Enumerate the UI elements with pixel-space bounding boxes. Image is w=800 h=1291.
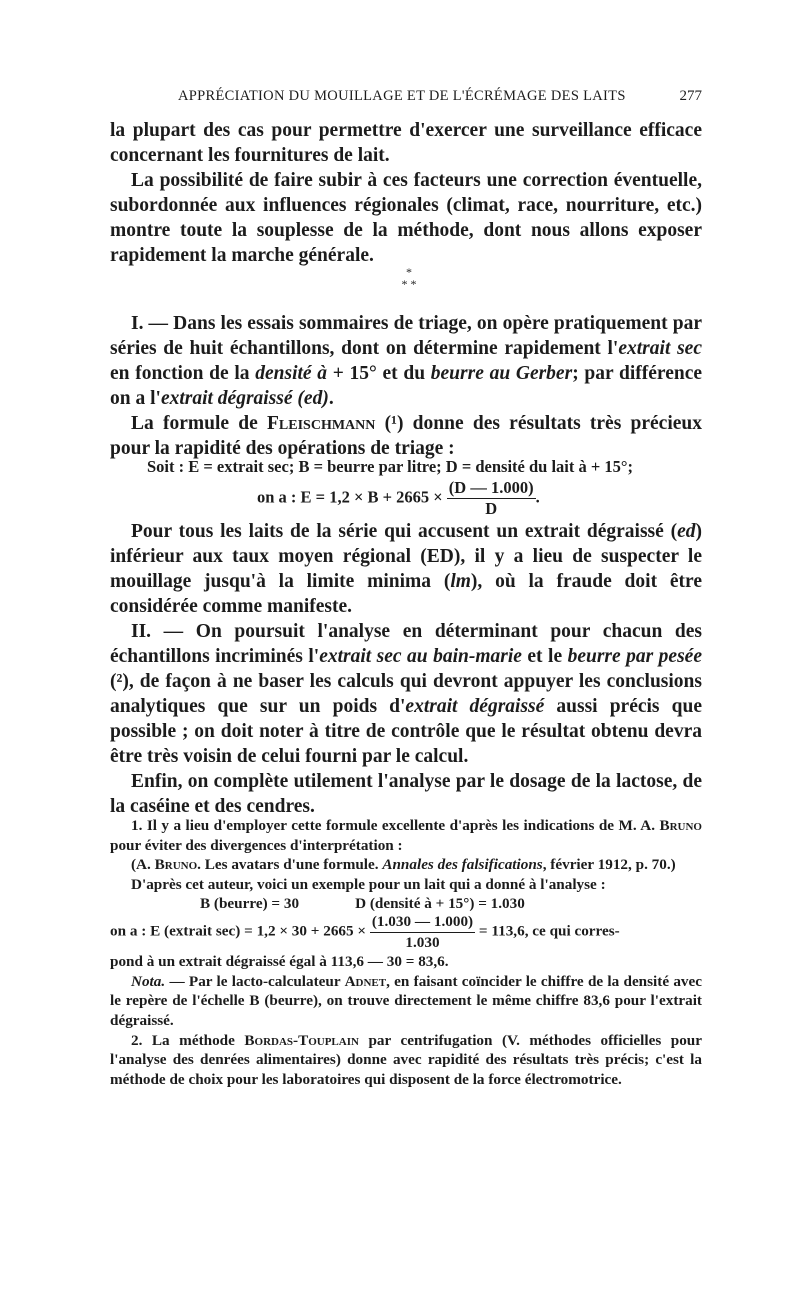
footnote-2: 2. La méthode Bordas-Touplain par centrifugation (V. méthodes officielles pour l'analyse des denrées alimentaires) donne avec rapidité des résultats très précis; c'est la méthode de choix pour les laboratoires qui disposent de la force électromotrice. (110, 1031, 702, 1088)
footnotes (110, 816, 702, 1089)
footnote-nota: Nota. — Par le lacto-calculateur Adnet, en faisant coïncider le chiffre de la densité avec le repère de l'échelle B (beurre), on trouve directement le même chiffre 83,6 pour l'extrait dégraissé. (110, 972, 703, 1029)
paragraph-fleischmann: La formule de Fleischmann (¹) donne des résultats très précieux pour la rapidité des opérations de triage : (110, 413, 702, 459)
paragraph-section-two: II. — On poursuit l'analyse en déterminant pour chacun des échantillons incriminés l'extrait sec au bain-marie et le beurre par pesée (²), de façon à ne baser les calculs qui devront appuyer les conclusions analytiques que sur un poids d'extrait dégraissé aussi précis que possible ; on doit noter à titre de contrôle que le résultat obtenu devra être très voisin de celui fourni par le calcul. (110, 621, 702, 767)
footnote-1-calculation: on a : E (extrait sec) = 1,2 × 30 + 2665 × $\frac{(1.030 — 1.000)}{1.030}$ = 113,6, ce qui corres- (110, 912, 620, 951)
formula-fraction: $\frac{(D — 1.000)}{D}$ (448, 478, 534, 518)
footnote-1-values: B (beurre) = 30 D (densité à + 15°) = 1.030 (200, 895, 525, 913)
footnote-1-result: pond à un extrait dégraissé égal à 113,6 — 30 = 83,6. (110, 953, 449, 971)
body-top (110, 118, 702, 268)
body-section-two (110, 519, 702, 819)
footnote-1-example: D'après cet auteur, voici un exemple pour un lait qui a donné à l'analyse : (131, 875, 606, 893)
running-head (110, 88, 702, 108)
page-number: 277 (679, 88, 702, 104)
formula-fleischmann: on a : E = 1,2 × B + 2665 × $\frac{(D — 1.000)}{D}$ . (257, 478, 540, 518)
running-title: APPRÉCIATION DU MOUILLAGE ET DE L'ÉCRÉMAGE DES LAITS (178, 88, 626, 104)
body-section-one (110, 311, 702, 461)
paragraph-correction: La possibilité de faire subir à ces facteurs une correction éventuelle, subordonnée aux influences régionales (climat, race, nourriture, etc.) montre toute la souplesse de la méthode, dont nous allons exposer rapidement la marche générale. (110, 170, 702, 266)
author-fleischmann: Fleischmann (267, 413, 376, 434)
formula-definitions: Soit : E = extrait sec; B = beurre par litre; D = densité du lait à + 15°; (147, 457, 633, 476)
asterism-bottom: * * (401, 277, 417, 291)
paragraph-section-one: I. — Dans les essais sommaires de triage, on opère pratiquement par séries de huit échantillons, dont on détermine rapidement l'extrait sec en fonction de la densité à + 15° et du beurre au Gerber; par différence on a l'extrait dégraissé (ed). (110, 313, 702, 409)
footnote-1-reference: (A. Bruno. Les avatars d'une formule. Annales des falsifications, février 1912, p. 70.) (131, 856, 676, 874)
paragraph-complement: Enfin, on complète utilement l'analyse par le dosage de la lactose, de la caséine et des cendres. (110, 771, 702, 817)
asterism (394, 266, 424, 294)
paragraph-suspicion: Pour tous les laits de la série qui accusent un extrait dégraissé (ed) inférieur aux taux moyen régional (ED), il y a lieu de suspecter le mouillage jusqu'à la limite minima (lm), où la fraude doit être considérée comme manifeste. (110, 521, 702, 617)
footnote-fraction: $\frac{(1.030 — 1.000)}{1.030}$ (371, 912, 474, 951)
paragraph-continuation: la plupart des cas pour permettre d'exercer une surveillance efficace concernant les fournitures de lait. (110, 120, 702, 166)
footnote-1: 1. Il y a lieu d'employer cette formule excellente d'après les indications de M. A. Bruno pour éviter des divergences d'interprétation : (110, 817, 702, 854)
asterism-top: * (406, 265, 412, 279)
